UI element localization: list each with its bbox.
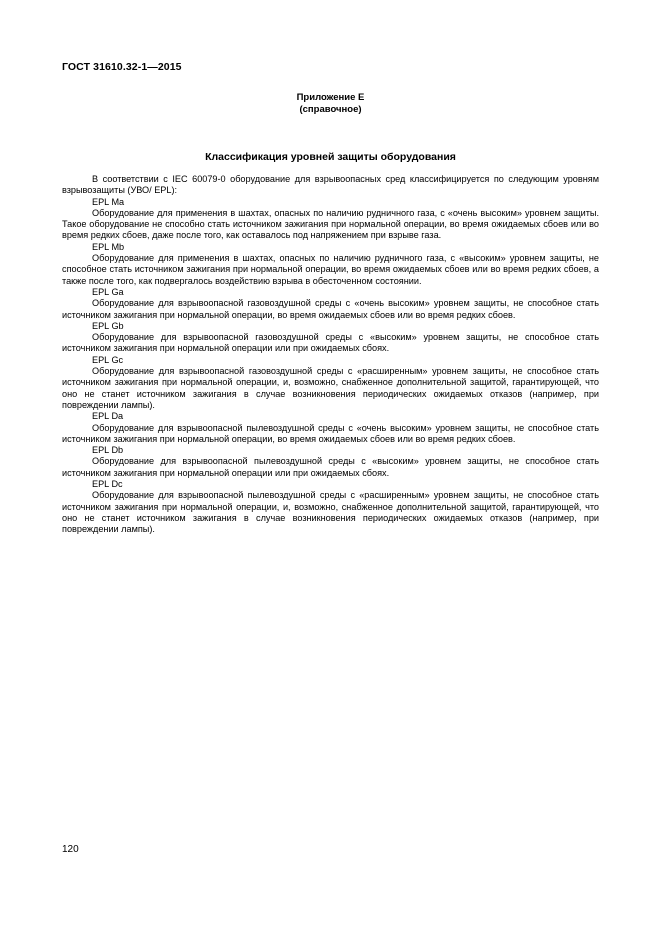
- epl-description: Оборудование для взрывоопасной пылевоздушной среды с «расширенным» уровнем защиты, не способное стать источником зажигания при нормальной операции, и, возможно, снабженное дополнительной защитой, гарантирующей, что оно не станет источником зажигания в случае возникновения периодических ожидаемых отказов (например, при повреждении лампы).: [62, 490, 599, 535]
- epl-code: EPL Ga: [92, 286, 124, 297]
- epl-code: EPL Dc: [92, 479, 123, 490]
- standard-id: ГОСТ 31610.32-1—2015: [62, 61, 182, 73]
- epl-description: Оборудование для взрывоопасной газовоздушной среды с «расширенным» уровнем защиты, не способное стать источником зажигания при нормальной операции, и, возможно, снабженное дополнительной защитой, гарантирующей, что оно не станет источником зажигания в случае возникновения периодических ожидаемых отказов (например, при повреждении лампы).: [62, 366, 599, 410]
- document-body: [62, 174, 599, 536]
- appendix-type: (справочное): [299, 104, 362, 115]
- epl-description: Оборудование для применения в шахтах, опасных по наличию рудничного газа, с «очень высоким» уровнем защиты. Такое оборудование не способно стать источником зажигания при нормальной операции, во время ожидаемых сбоев или во время редких сбоев, даже после того, как оставалось под напряжением при взрыве газа.: [62, 207, 599, 241]
- epl-code: EPL Gb: [92, 320, 124, 331]
- epl-code: EPL Ma: [92, 196, 125, 207]
- epl-description: Оборудование для взрывоопасной пылевоздушной среды с «высоким» уровнем защиты, не способное стать источником зажигания при нормальной операции или при ожидаемых сбоях.: [62, 456, 599, 478]
- epl-code: EPL Mb: [92, 241, 125, 252]
- epl-code: EPL Da: [92, 411, 124, 422]
- epl-description: Оборудование для применения в шахтах, опасных по наличию рудничного газа, с «высоким» уровнем защиты, не способное стать источником зажигания при нормальной операции, во время ожидаемых сбоев или во время редких сбоев, а также после того, как подвергалось воздействию взрыва в обесточенном состоянии.: [62, 253, 599, 286]
- appendix-title: Приложение Е: [296, 92, 365, 103]
- epl-description: Оборудование для взрывоопасной пылевоздушной среды с «очень высоким» уровнем защиты, не способное стать источником зажигания при нормальной операции, во время ожидаемых сбоев или во время редких сбоев.: [62, 422, 599, 444]
- epl-code: EPL Gc: [92, 354, 124, 365]
- page-number: 120: [62, 844, 79, 855]
- intro-paragraph: В соответствии с IEC 60079-0 оборудование для взрывоопасных сред классифицируется по следующим уровням взрывозащиты (УВО/ EPL):: [62, 174, 599, 196]
- epl-code: EPL Db: [92, 445, 124, 456]
- epl-description: Оборудование для взрывоопасной газовоздушной среды с «высоким» уровнем защиты, не способное стать источником зажигания при нормальной операции или при ожидаемых сбоях.: [62, 332, 599, 354]
- section-title: Классификация уровней защиты оборудования: [205, 151, 456, 163]
- appendix-heading: [0, 92, 661, 116]
- epl-description: Оборудование для взрывоопасной газовоздушной среды с «очень высоким» уровнем защиты, не способное стать источником зажигания при нормальной операции, во время ожидаемых сбоев или во время редких сбоев.: [62, 298, 599, 320]
